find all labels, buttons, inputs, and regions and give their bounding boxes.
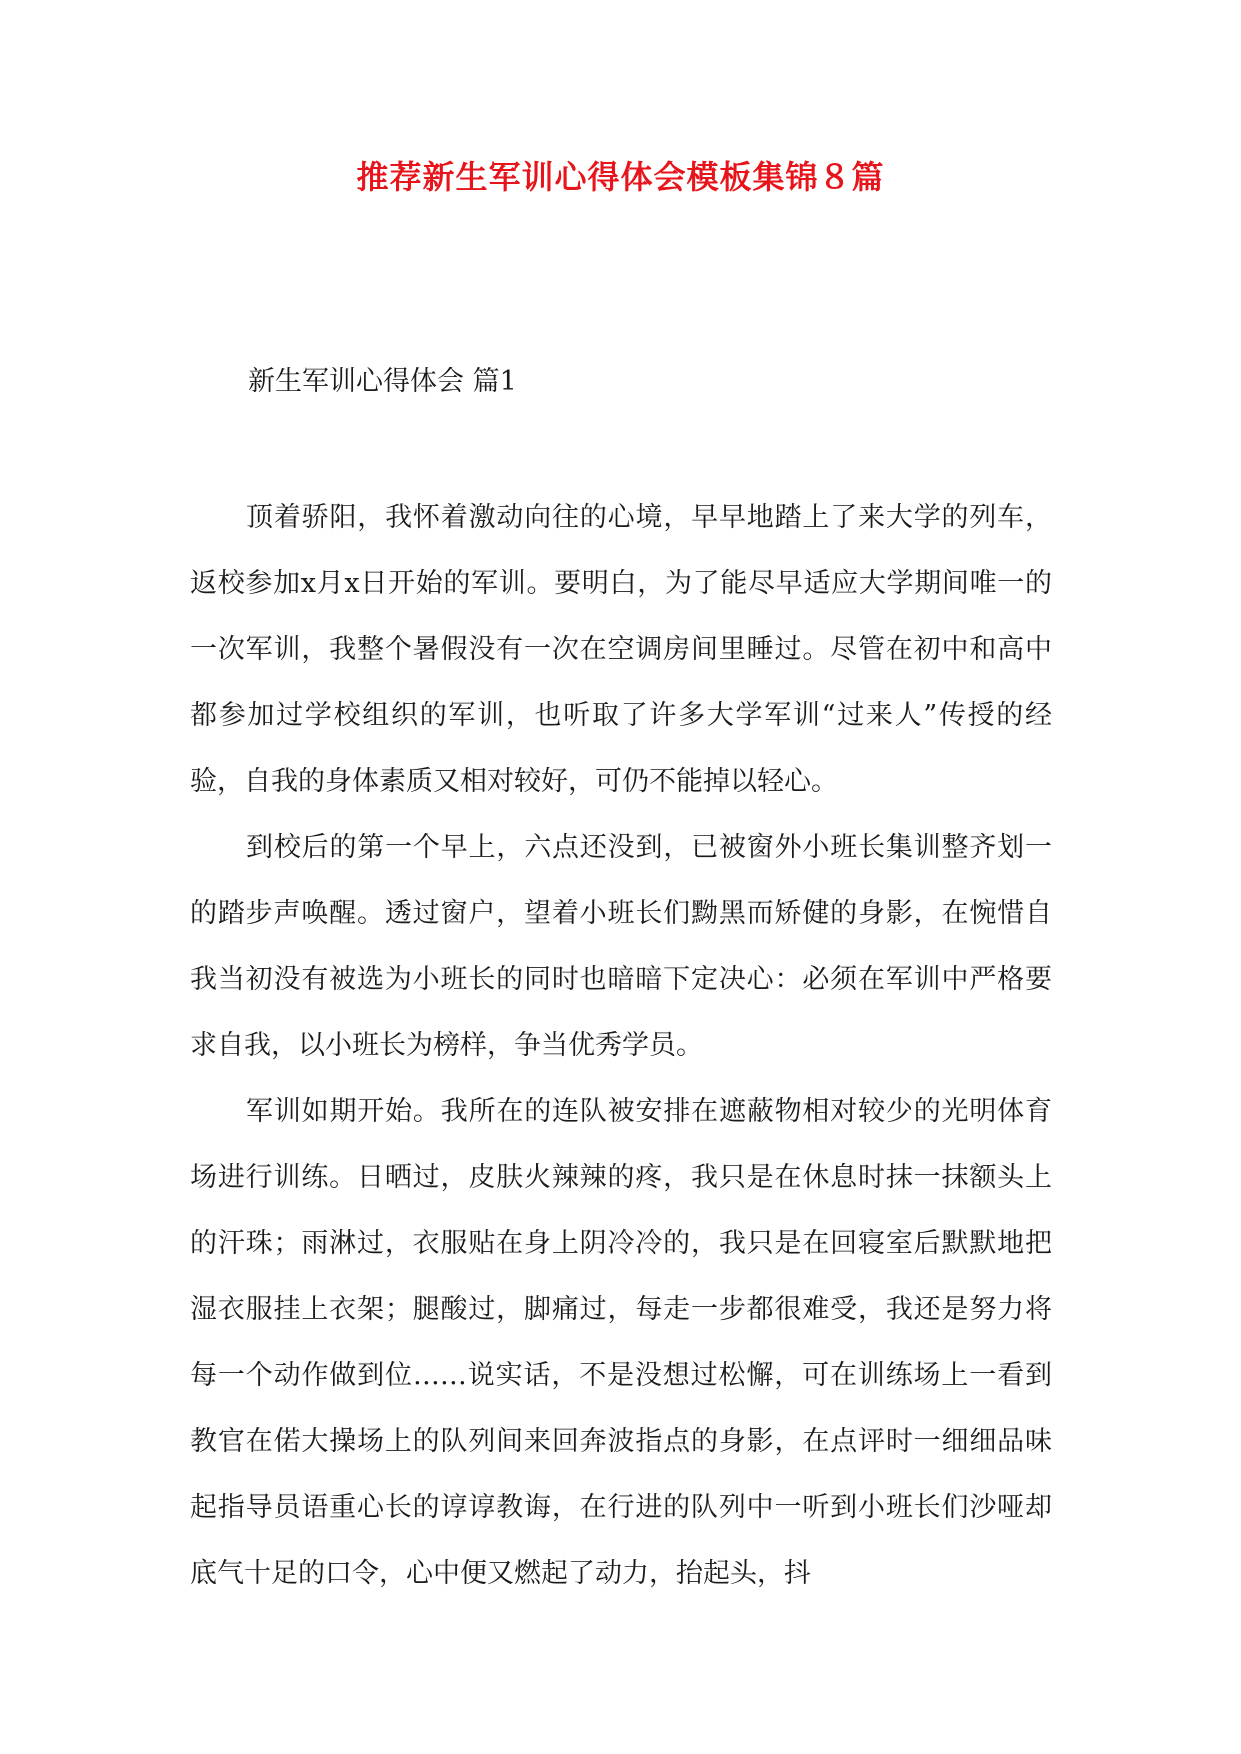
paragraph-1: 顶着骄阳，我怀着激动向往的心境，早早地踏上了来大学的列车，返校参加x月x日开始的军训。要明白，为了能尽早适应大学期间唯一的一次军训，我整个暑假没有一次在空调房间里睡过。尽管在初中和高中都参加过学校组织的军训，也听取了许多大学军训“过来人”传授的经验，自我的身体素质又相对较好，可仍不能掉以轻心。 — [190, 502, 1052, 797]
paragraph-3: 军训如期开始。我所在的连队被安排在遮蔽物相对较少的光明体育场进行训练。日晒过，皮肤火辣辣的疼，我只是在休息时抹一抹额头上的汗珠；雨淋过，衣服贴在身上阴冷冷的，我只是在回寝室后默默地把湿衣服挂上衣架；腿酸过，脚痛过，每走一步都很难受，我还是努力将每一个动作做到位……说实话，不是没想过松懈，可在训练场上一看到教官在偌大操场上的队列间来回奔波指点的身影，在点评时一细细品味起指导员语重心长的谆谆教诲，在行进的队列中一听到小班长们沙哑却底气十足的口令，心中便又燃起了动力，抬起头，抖 — [190, 1096, 1052, 1589]
body-text — [190, 485, 1052, 1607]
section-heading: 新生军训心得体会 篇1 — [248, 366, 517, 397]
document-title: 推荐新生军训心得体会模板集锦８篇 — [356, 158, 885, 196]
paragraph-2: 到校后的第一个早上，六点还没到，已被窗外小班长集训整齐划一的踏步声唤醒。透过窗户，望着小班长们黝黑而矫健的身影，在惋惜自我当初没有被选为小班长的同时也暗暗下定决心：必须在军训中严格要求自我，以小班长为榜样，争当优秀学员。 — [190, 832, 1052, 1061]
